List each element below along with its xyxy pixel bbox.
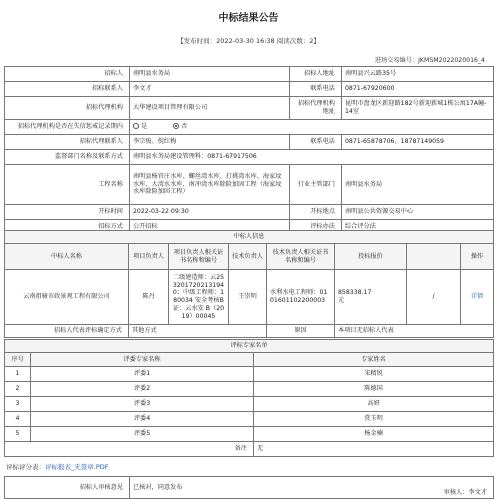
agency-contact-value: 李宗俊、倪红梅 <box>130 135 290 150</box>
reason-label: 原因 <box>267 325 335 338</box>
expert-name: 陈德国 <box>254 382 494 397</box>
bidder-pm-cert: 二级建造师：云2532017202131940；中级工程师：180034 安全考核B证：云水安 B（2019）00045 <box>169 270 229 325</box>
agency-phone-label: 联系电话 <box>290 135 342 150</box>
project-label: 工程名称 <box>5 165 130 205</box>
table-row <box>5 427 494 442</box>
expert-name: 宋精锐 <box>254 367 494 382</box>
expert-role: 评委2 <box>31 382 254 397</box>
basic-info-table <box>4 66 494 235</box>
open-place-value: 南明县公共资源交易中心 <box>342 205 494 220</box>
supervisor-value: 南明县水务局建设管理科：0871-67917506 <box>130 150 494 165</box>
reason-value: 本项目无招标人代表 <box>335 325 494 338</box>
expert-no: 5 <box>5 427 31 442</box>
col-expert-no: 序号 <box>5 353 31 367</box>
detail-link[interactable]: 详情 <box>461 270 494 325</box>
opinion-table <box>4 476 494 499</box>
bidder-price: 858338.17 <box>338 289 372 297</box>
expert-section-title: 评标专家名单 <box>5 340 494 353</box>
agency-value: 大华建设项目管理有限公司 <box>130 97 290 120</box>
score-sheet-line <box>6 463 108 471</box>
bidder-row <box>5 270 494 325</box>
col-action: 操作 <box>461 244 494 270</box>
bidder-name: 云南祖骑市政景观工程有限公司 <box>5 270 129 325</box>
opinion-text: 已核对，同意发布 <box>133 483 183 491</box>
credit-no-radio[interactable] <box>173 123 179 129</box>
eval-value: 综合评分法 <box>342 220 494 235</box>
score-sheet-label: 评标评分表： <box>6 463 45 471</box>
publish-info: 【发布时间：2022-03-30 16:38 阅读次数：2】 <box>177 37 320 45</box>
expert-no: 1 <box>5 367 31 382</box>
agency-contact-label: 招标代理联系人 <box>5 135 130 150</box>
expert-name: 赏玉明 <box>254 412 494 427</box>
col-pm-cert: 项目负责人相关证书名称和编号 <box>169 244 229 270</box>
phone-value: 0871-67920600 <box>342 82 494 97</box>
open-time-value: 2022-03-22 09:30 <box>130 205 290 220</box>
table-row <box>5 367 494 382</box>
bidder-price-cell <box>335 270 407 325</box>
col-expert-name: 专家姓名 <box>254 353 494 367</box>
expert-name: 杨金楠 <box>254 427 494 442</box>
industry-value: 南明县水务局 <box>342 165 494 205</box>
bidder-blank: / <box>407 270 461 325</box>
opinion-label: 招标人审核意见 <box>5 477 130 499</box>
credit-yes-radio[interactable] <box>133 123 139 129</box>
expert-name: 高妍 <box>254 397 494 412</box>
tenderer-label: 招标人 <box>5 67 130 82</box>
agency-addr-label: 招标代理机构地址 <box>290 97 342 120</box>
tenderer-value: 南明县水务局 <box>130 67 290 82</box>
page-title: 中标结果公告 <box>218 13 279 24</box>
bidder-pm: 陈丹 <box>129 270 169 325</box>
trade-code: 进场交易编号：JKMSM2022020016_4 <box>374 57 485 64</box>
phone-label: 联系电话 <box>290 82 342 97</box>
col-tech: 技术负责人 <box>229 244 267 270</box>
method-value: 公开招标 <box>130 220 290 235</box>
expert-role: 评委5 <box>31 427 254 442</box>
expert-table <box>4 339 494 457</box>
method-label: 招标方式 <box>5 220 130 235</box>
table-row <box>5 412 494 427</box>
project-value: 南明县杨官庄水库、螺丝湾水库、打挑湾水库、海家坟水库、大湾水水库、南冲湾水库除险加固工程（海家坟水库除险加固工程） <box>130 165 290 205</box>
expert-role: 评委3 <box>31 397 254 412</box>
agency-phone-value: 0871-65878706、18787149059 <box>342 135 494 150</box>
col-bidder-name: 中标人名称 <box>5 244 129 270</box>
remark-label: 备注 <box>5 442 254 457</box>
supervisor-label: 监督部门名称及联系方式 <box>5 150 130 165</box>
col-tech-cert: 技术负责人相关证书名称和编号 <box>267 244 335 270</box>
confirm-value: 其他方式 <box>129 325 267 338</box>
expert-role: 评委4 <box>31 412 254 427</box>
col-blank <box>407 244 461 270</box>
expert-no: 3 <box>5 397 31 412</box>
open-place-label: 开标地点 <box>290 205 342 220</box>
bidder-tech: 王崇明 <box>229 270 267 325</box>
reviewer: 审核人：李文才 <box>443 489 487 497</box>
agency-addr-value: 昆明市盘龙区新迎路182号新迎新城1栋公寓17A幢-14室 <box>342 97 494 120</box>
opinion-cell <box>130 477 494 499</box>
tenderer-addr-value: 南明县兴云路35号 <box>342 67 494 82</box>
col-pm: 项目负责人 <box>129 244 169 270</box>
credit-yes-label: 是 <box>141 123 148 131</box>
table-row <box>5 397 494 412</box>
expert-role: 评委1 <box>31 367 254 382</box>
bidder-price-unit: 元 <box>338 297 345 304</box>
credit-label: 招标代理机构是否在失信惩戒记录期内 <box>5 120 130 135</box>
industry-label: 行业主管部门 <box>290 165 342 205</box>
open-time-label: 开标时间 <box>5 205 130 220</box>
eval-label: 评标办法 <box>290 220 342 235</box>
expert-no: 2 <box>5 382 31 397</box>
bidder-section-title: 中标人信息 <box>5 231 494 244</box>
col-price: 投标报价 <box>335 244 407 270</box>
table-row <box>5 382 494 397</box>
tenderer-addr-label: 招标人地址 <box>290 67 342 82</box>
score-sheet-link[interactable]: 评标报表_无签章.PDF <box>45 463 109 471</box>
contact-label: 招标联系人 <box>5 82 130 97</box>
expert-no: 4 <box>5 412 31 427</box>
bidder-tech-cert: 水利水电工程师：0101601102200003 <box>267 270 335 325</box>
agency-label: 招标代理机构 <box>5 97 130 120</box>
confirm-label: 招标人代表评标确定方式 <box>5 325 129 338</box>
contact-value: 李文才 <box>130 82 290 97</box>
remark-value: 无 <box>254 442 494 457</box>
credit-no-label: 否 <box>181 123 188 131</box>
bidder-table <box>4 230 494 338</box>
credit-options <box>130 120 494 135</box>
col-expert-role: 评委专家名称 <box>31 353 254 367</box>
